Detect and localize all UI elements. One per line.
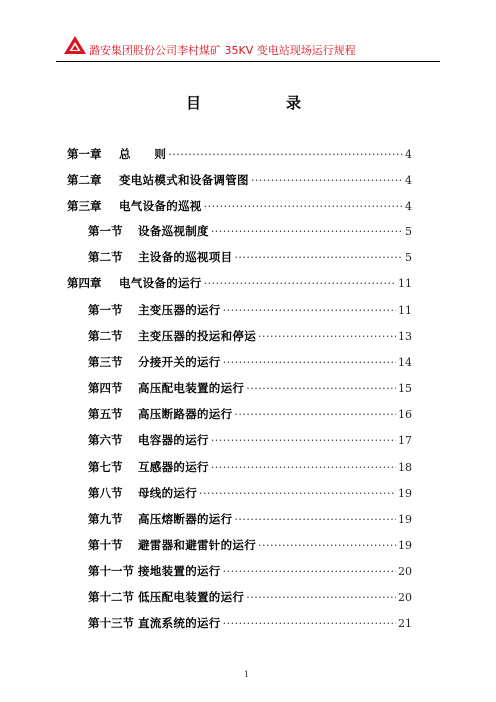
toc-entry-number: 第三章 xyxy=(67,199,102,213)
toc-entry-number: 第一节 xyxy=(88,303,123,317)
toc-section-row[interactable] xyxy=(88,563,412,579)
toc-page-number: 20 xyxy=(398,591,412,604)
toc-page-number: 11 xyxy=(398,304,412,317)
toc-leader-dots xyxy=(223,304,396,317)
toc-section-row[interactable] xyxy=(88,249,412,265)
toc-title-left: 目 xyxy=(186,94,202,112)
toc-page-number: 4 xyxy=(405,200,412,213)
toc-section-row[interactable] xyxy=(88,589,412,605)
toc-entry-title: 设备巡视制度 xyxy=(138,224,209,238)
toc-page-number: 21 xyxy=(398,617,412,630)
toc-leader-dots xyxy=(223,617,396,630)
toc-entry-title: 直流系统的运行 xyxy=(138,616,221,630)
page-header xyxy=(56,30,440,56)
toc-page-number: 15 xyxy=(398,382,412,395)
toc-entry-number: 第五节 xyxy=(88,407,123,421)
toc-chapter-row[interactable] xyxy=(67,172,412,188)
toc-section-row[interactable] xyxy=(88,328,412,344)
toc-entry-title: 接地装置的运行 xyxy=(138,564,221,578)
toc-chapter-row[interactable] xyxy=(67,198,412,214)
toc-leader-dots xyxy=(211,461,396,474)
toc-entry-number: 第六节 xyxy=(88,433,123,447)
toc-section-row[interactable] xyxy=(88,511,412,527)
toc-section-row[interactable] xyxy=(88,302,412,318)
toc-page-number: 17 xyxy=(398,434,412,447)
toc-entry-number: 第七节 xyxy=(88,460,123,474)
toc-entry-title: 互感器的运行 xyxy=(138,460,209,474)
toc-leader-dots xyxy=(211,434,396,447)
toc-entry-number: 第二章 xyxy=(67,173,102,187)
toc-leader-dots xyxy=(246,591,396,604)
toc-section-row[interactable] xyxy=(88,406,412,422)
toc-page-number: 19 xyxy=(398,487,412,500)
toc-entry-title: 高压断路器的运行 xyxy=(138,407,233,421)
toc-page-number: 5 xyxy=(405,251,412,264)
toc-section-row[interactable] xyxy=(88,354,412,370)
toc-entry-number: 第三节 xyxy=(88,355,123,369)
toc-entry-title: 变电站模式和设备调管图 xyxy=(119,173,249,187)
toc-entry-title: 低压配电装置的运行 xyxy=(138,590,245,604)
toc-entry-title: 电容器的运行 xyxy=(138,433,209,447)
toc-entry-title: 总 则 xyxy=(119,147,167,161)
toc-leader-dots xyxy=(223,565,396,578)
toc-leader-dots xyxy=(234,408,396,421)
toc-entry-number: 第二节 xyxy=(88,250,123,264)
toc-entry-number: 第八节 xyxy=(88,486,123,500)
toc-leader-dots xyxy=(204,277,396,290)
toc-page-number: 18 xyxy=(398,461,412,474)
toc-entry-title: 高压熔断器的运行 xyxy=(138,512,233,526)
toc-entry-number: 第九节 xyxy=(88,512,123,526)
toc-title-right: 录 xyxy=(286,94,302,112)
toc-leader-dots xyxy=(211,225,403,238)
toc-entry-title: 电气设备的巡视 xyxy=(119,199,202,213)
toc-entry-title: 电气设备的运行 xyxy=(119,276,202,290)
toc-page-number: 20 xyxy=(398,565,412,578)
toc-section-row[interactable] xyxy=(88,223,412,239)
toc-leader-dots xyxy=(258,330,396,343)
toc-section-row[interactable] xyxy=(88,485,412,501)
toc-page-number: 13 xyxy=(398,330,412,343)
toc-page-number: 11 xyxy=(398,277,412,290)
toc-leader-dots xyxy=(246,382,396,395)
toc-entry-number: 第十二节 xyxy=(88,590,134,604)
toc-entry-number: 第一节 xyxy=(88,224,123,238)
toc-leader-dots xyxy=(251,174,403,187)
toc-section-row[interactable] xyxy=(88,380,412,396)
toc-entry-number: 第四节 xyxy=(88,381,123,395)
toc-page-number: 4 xyxy=(405,174,412,187)
toc-entry-number: 第二节 xyxy=(88,329,123,343)
toc-page-number: 16 xyxy=(398,408,412,421)
toc-entry-title: 避雷器和避雷针的运行 xyxy=(138,538,256,552)
toc-section-row[interactable] xyxy=(88,615,412,631)
toc-entry-number: 第十节 xyxy=(88,538,123,552)
header-title: 潞安集团股份公司李村煤矿 35KV 变电站现场运行规程 xyxy=(89,44,356,57)
toc-entry-title: 主变压器的运行 xyxy=(138,303,221,317)
toc-page-number: 19 xyxy=(398,513,412,526)
toc-leader-dots xyxy=(258,539,396,552)
toc-leader-dots xyxy=(223,356,396,369)
page-number: 1 xyxy=(244,670,250,679)
toc-entry-title: 主设备的巡视项目 xyxy=(138,250,233,264)
toc-page-number: 5 xyxy=(405,225,412,238)
toc-entry-title: 母线的运行 xyxy=(138,486,197,500)
toc-entry-title: 主变压器的投运和停运 xyxy=(138,329,256,343)
toc-page-number: 4 xyxy=(405,148,412,161)
toc-entry-number: 第一章 xyxy=(67,147,102,161)
toc-entry-number: 第四章 xyxy=(67,276,102,290)
toc-chapter-row[interactable] xyxy=(67,275,412,291)
toc-page-number: 14 xyxy=(398,356,412,369)
header-rule xyxy=(56,61,440,62)
toc-leader-dots xyxy=(204,200,403,213)
toc-chapter-row[interactable] xyxy=(67,146,412,162)
toc-leader-dots xyxy=(168,148,403,161)
toc-entry-number: 第十三节 xyxy=(88,616,134,630)
toc-entry-title: 分接开关的运行 xyxy=(138,355,221,369)
toc-leader-dots xyxy=(199,487,396,500)
toc-section-row[interactable] xyxy=(88,459,412,475)
toc-page-number: 19 xyxy=(398,539,412,552)
toc-entry-title: 高压配电装置的运行 xyxy=(138,381,245,395)
toc-leader-dots xyxy=(234,513,396,526)
toc-section-row[interactable] xyxy=(88,432,412,448)
toc-section-row[interactable] xyxy=(88,537,412,553)
company-logo-icon xyxy=(63,35,87,55)
toc-entry-number: 第十一节 xyxy=(88,564,134,578)
toc-leader-dots xyxy=(234,251,403,264)
